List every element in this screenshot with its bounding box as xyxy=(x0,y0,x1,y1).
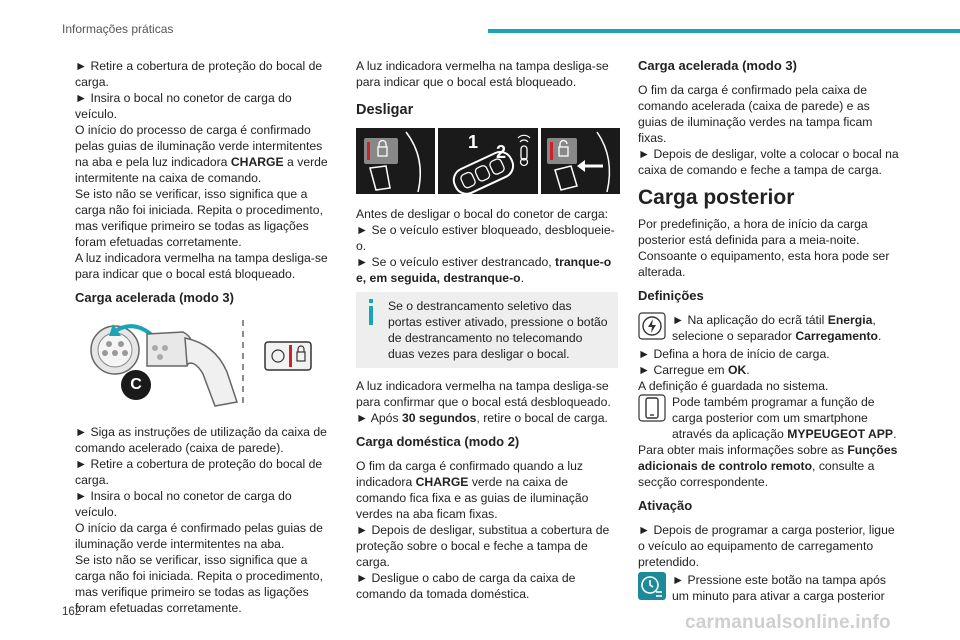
page-number: 162 xyxy=(62,606,82,618)
red-light-locked-text: A luz indicadora vermelha na tampa desliga-se para indicar que o bocal está bloqueado. xyxy=(356,59,609,89)
step-unplug-cable: ► Desligue o cabo de carga da caixa de comando da tomada doméstica. xyxy=(356,571,576,601)
smartphone-note: Pode também programar a função de carga posterior com um smartphone através da aplicação MYPEUGEOT APP. xyxy=(638,394,900,442)
column-2 xyxy=(356,58,618,608)
section-heading-mode3: Carga acelerada (modo 3) xyxy=(75,290,234,305)
red-light-text: A luz indicadora vermelha na tampa desliga-se para indicar que o bocal está bloqueado. xyxy=(75,251,328,281)
step-follow-instructions: ► Siga as instruções de utilização da caixa de comando acelerado (caixa de parede). xyxy=(75,425,327,455)
step-lock-unlock: ► Se o veículo estiver destrancado, tranque-o e, em seguida, destranque-o. xyxy=(356,255,612,285)
settings-step-energy: ► Na aplicação do ecrã tátil Energia, selecione o separador Carregamento. xyxy=(638,312,900,346)
section-heading-settings: Definições xyxy=(638,288,704,303)
time-changeable-text: Consoante o equipamento, esta hora pode ser alterada. xyxy=(638,249,890,279)
info-note-text: Se o destrancamento seletivo das portas estiver ativado, pressione o botão de destrancamento no telecomando duas vezes para desligar o bocal. xyxy=(388,299,608,361)
saved-text: A definição é guardada no sistema. xyxy=(638,379,829,393)
settings-steps xyxy=(638,346,900,394)
step-number-1: 1 xyxy=(468,132,479,152)
red-light-unlocked-text: A luz indicadora vermelha na tampa desliga-se para confirmar que o bocal está desbloqueado. xyxy=(356,379,611,409)
header-accent-bar xyxy=(488,29,960,33)
charge-start-text-2: O início da carga é confirmado pelas guias de iluminação verde intermitentes na aba. xyxy=(75,521,323,551)
step-insert-plug: ► Insira o bocal no conetor de carga do veículo. xyxy=(75,91,292,121)
figure-wallbox-plug xyxy=(75,314,337,414)
section-heading-mode2: Carga doméstica (modo 2) xyxy=(356,434,520,449)
step-remove-cover-2: ► Retire a cobertura de proteção do bocal de carga. xyxy=(75,457,323,487)
step-number-2: 2 xyxy=(496,142,507,162)
before-disconnect-text: Antes de desligar o bocal do conetor de carga: xyxy=(356,207,609,221)
step-unlock: ► Se o veículo estiver bloqueado, desbloqueie-o. xyxy=(356,223,615,253)
disconnect-steps xyxy=(356,206,618,286)
col1-intro xyxy=(75,58,337,282)
default-time-text: Por predefinição, a hora de início da carga posterior está definida para a meia-noite. xyxy=(638,217,868,247)
charge-fail-text: Se isto não se verificar, isso significa que a carga não foi iniciada. Repita o procedimento, mas verifique primeiro se todas as ligações foram efetuadas corretamente. xyxy=(75,187,323,249)
step-remove-cover: ► Retire a cobertura de proteção do bocal de carga. xyxy=(75,59,323,89)
column-3 xyxy=(638,58,900,606)
energy-app-icon xyxy=(638,312,666,340)
mode2-text xyxy=(356,458,618,602)
step-insert-plug-2: ► Insira o bocal no conetor de carga do veículo. xyxy=(75,489,292,519)
column-1 xyxy=(75,58,337,622)
info-icon xyxy=(366,299,376,325)
section-heading-disconnect: Desligar xyxy=(356,102,414,118)
panel-locked-flap xyxy=(356,128,435,194)
charge-start-text: O início do processo de carga é confirmado pelas guias de iluminação verde intermitentes na aba e pela luz indicadora CHARGE a verde intermitente na caixa de comando. xyxy=(75,123,328,185)
deferred-intro xyxy=(638,216,900,280)
section-title-deferred-charge: Carga posterior xyxy=(638,186,795,209)
panel-key-fob xyxy=(438,128,538,194)
step-connect-vehicle: ► Depois de programar a carga posterior, ligue o veículo ao equipamento de carregamento pretendido. xyxy=(638,523,895,569)
mode2-end-text: O fim da carga é confirmado quando a luz indicadora CHARGE verde na caixa de comando fica fixa e as guias de iluminação verdes na aba ficam fixas. xyxy=(356,459,589,521)
figure-label-c: C xyxy=(121,370,151,400)
section-heading-mode3-end: Carga acelerada (modo 3) xyxy=(638,58,797,73)
figure-disconnect xyxy=(356,128,618,194)
info-note xyxy=(356,292,618,368)
activation-step: ► Pressione este botão na tampa após um minuto para ativar a carga posterior xyxy=(638,572,900,606)
step-after-30s: ► Após 30 segundos, retire o bocal de carga. xyxy=(356,411,608,425)
deferred-charge-button-icon xyxy=(638,572,666,600)
step-press-ok: ► Carregue em OK. xyxy=(638,363,750,377)
step-return-plug: ► Depois de desligar, volte a colocar o bocal na caixa de comando e feche a tampa de carga. xyxy=(638,147,899,177)
col1-after xyxy=(75,424,337,616)
mode3-end-text: O fim da carga é confirmado pela caixa de comando acelerada (caixa de parede) e as guias de iluminação verdes na tampa ficam fixas. xyxy=(638,83,873,145)
step-replace-cover: ► Depois de desligar, substitua a cobertura de proteção sobre o bocal e feche a tampa de carga. xyxy=(356,523,610,569)
panel-unlocked-flap xyxy=(541,128,620,194)
smartphone-icon xyxy=(638,394,666,422)
watermark: carmanualsonline.info xyxy=(685,612,891,633)
charge-label: CHARGE xyxy=(230,155,284,169)
step-set-time: ► Defina a hora de início de carga. xyxy=(638,347,830,361)
plug-illustration xyxy=(75,314,337,414)
running-header: Informações práticas xyxy=(62,22,174,36)
charge-fail-text-2: Se isto não se verificar, isso significa que a carga não foi iniciada. Repita o procedimento, mas verifique primeiro se todas as ligações foram efetuadas corretamente. xyxy=(75,553,323,615)
section-heading-activation: Ativação xyxy=(638,498,693,513)
remote-functions-text: Para obter mais informações sobre as Funções adicionais de controlo remoto, consulte a secção correspondente. xyxy=(638,443,898,489)
